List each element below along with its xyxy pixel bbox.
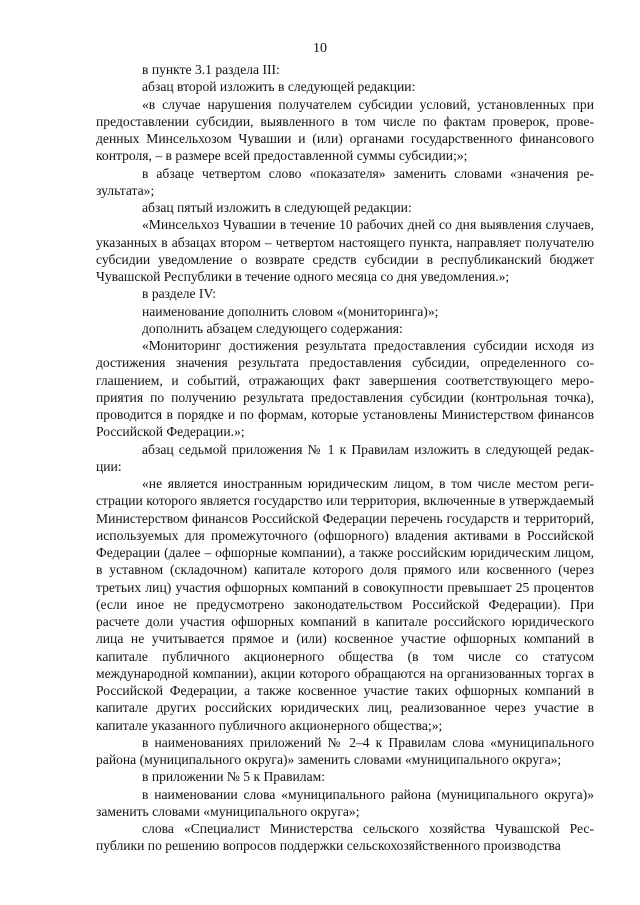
paragraph-naimenovanie-monitoring: наименование дополнить словом «(мониторинга)»;	[142, 303, 439, 319]
paragraph-section-iv: в разделе IV:	[142, 286, 217, 302]
paragraph-slova-specialist: слова «Специалист Министерства сельского хозяйства Чувашской Республики по решению вопросов поддержки сельскохозяйственного производства	[96, 821, 594, 854]
paragraph-quote-monitoring: «Мониторинг достижения результата предоставления субсидии исходя из достижения значения результата предоставления субсидии, определенного соглашением, и событий, отражающих факт завершения соответствующего мероприятия по получению результата предоставления субсидии (контрольная точка), проводится в порядке и по формам, которые установлены Министерством финансов Российской Федерации.»;	[96, 338, 594, 440]
paragraph-abzac-chetvertyy: в абзаце четвертом слово «показателя» заменить словами «значения результата»;	[96, 165, 594, 198]
paragraph-abzac-sedmoy: абзац седьмой приложения № 1 к Правилам изложить в следующей редакции:	[96, 441, 594, 474]
paragraph-quote-minselhoz: «Минсельхоз Чувашии в течение 10 рабочих дней со дня выявления случаев, указанных в абзацах втором – четвертом настоящего пункта, направляет получателю субсидии уведомление о возврате средств субсидии в республиканский бюджет Чувашской Республики в течение одного месяца со дня уведомления.»;	[96, 217, 594, 284]
document-body	[96, 61, 594, 855]
page-number: 10	[313, 41, 327, 56]
paragraph-dopolnit-abzacem: дополнить абзацем следующего содержания:	[142, 320, 403, 336]
paragraph-section-3-1: в пункте 3.1 раздела III:	[142, 62, 280, 77]
paragraph-quote-narushenie: «в случае нарушения получателем субсидии условий, установленных при предоставлении субсидии, выявленного в том числе по фактам проверок, проведенных Минсельхозом Чувашии и (или) органами государственного финансового контроля, – в размере всей предоставленной суммы субсидии;»;	[96, 96, 594, 164]
paragraph-naimenovanie-okrug: в наименовании слова «муниципального района (муниципального округа)» заменить словами «муниципального округа»;	[96, 786, 594, 819]
paragraph-abzac-pyatyy: абзац пятый изложить в следующей редакции:	[142, 200, 412, 215]
paragraph-prilozhenie-5: в приложении № 5 к Правилам:	[142, 769, 325, 785]
paragraph-prilozheniya-2-4: в наименованиях приложений № 2–4 к Правилам слова «муниципального района (муниципального округа)» заменить словами «муниципального округа»;	[96, 734, 594, 767]
paragraph-abzac-vtoroy: абзац второй изложить в следующей редакции:	[142, 79, 416, 95]
paragraph-quote-offshore: «не является иностранным юридическим лицом, в том числе местом регистрации которого является государство или территория, включенные в утверждаемый Министерством финансов Российской Федерации перечень государств и территорий, используемых для промежуточного (офшорного) владения активами в Российской Федерации (далее – офшорные компании), а также российским юридическим лицом, в уставном (складочном) капитале которого доля прямого или косвенного (через третьих лиц) участия офшорных компаний в совокупности превышает 25 процентов (если иное не предусмотрено законодательством Российской Федерации). При расчете доли участия офшорных компаний в капитале российского юридического лица не учитывается прямое и (или) косвенное участие офшорных компаний в капитале публичного акционерного общества (в том числе со статусом международной компании), акции которого обращаются на организованных торгах в Российской Федерации, а также косвенное участие таких офшорных компаний в капитале других российских юридических лиц, реализованное через участие в капитале указанного публичного акционерного общества;»;	[96, 476, 594, 733]
